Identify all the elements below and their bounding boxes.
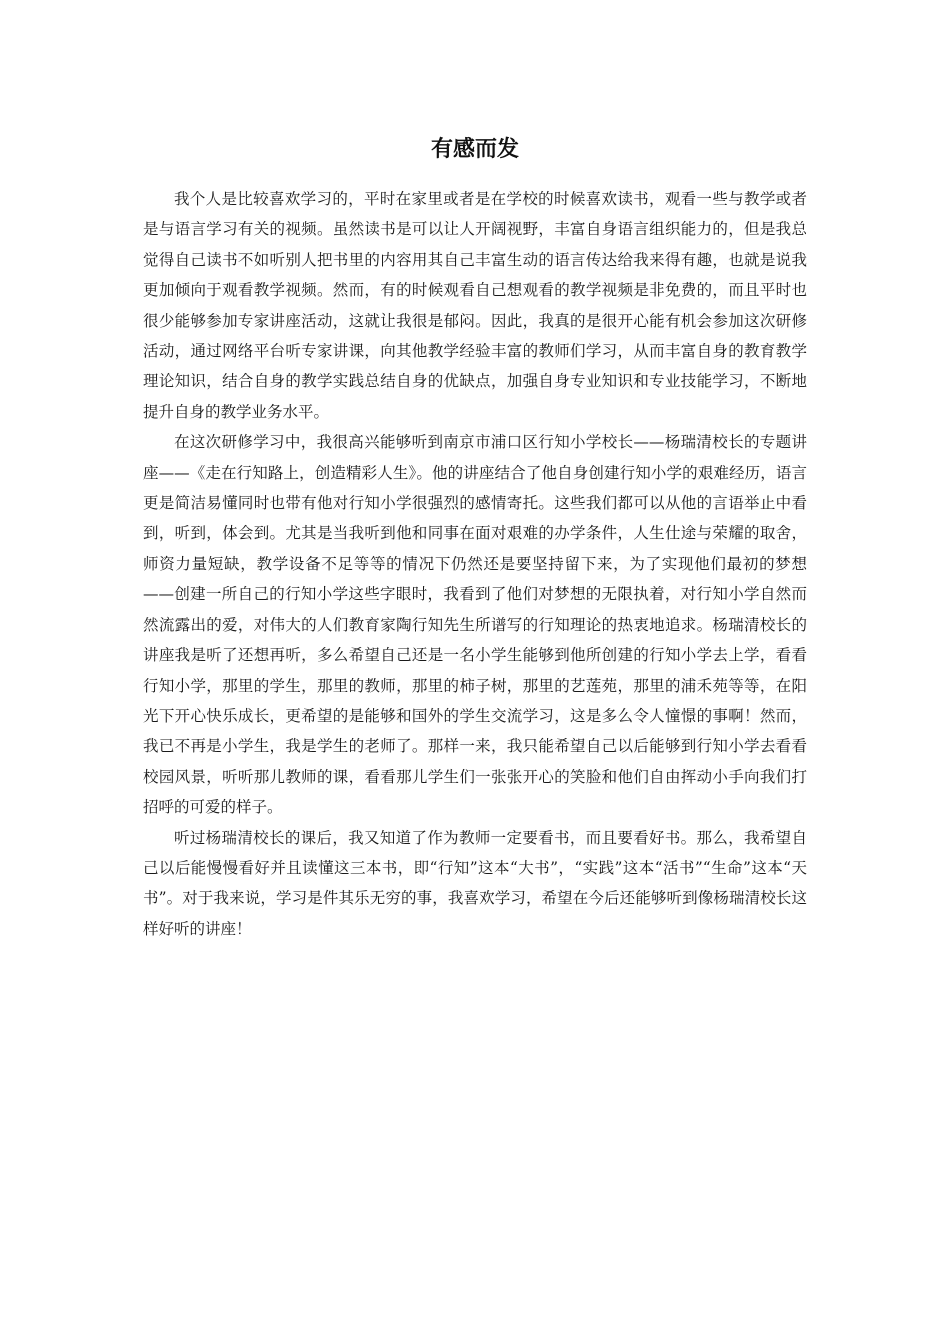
document-body (143, 126, 807, 944)
paragraph-3: 听过杨瑞清校长的课后，我又知道了作为教师一定要看书，而且要看好书。那么，我希望自己以后能慢慢看好并且读懂这三本书，即“行知”这本“大书”，“实践”这本“活书”“生命”这本“天书”。对于我来说，学习是件其乐无穷的事，我喜欢学习，希望在今后还能够听到像杨瑞清校长这样好听的讲座！ (143, 828, 807, 938)
document-title: 有感而发 (430, 137, 519, 162)
paragraph-1: 我个人是比较喜欢学习的，平时在家里或者是在学校的时候喜欢读书，观看一些与教学或者是与语言学习有关的视频。虽然读书是可以让人开阔视野，丰富自身语言组织能力的，但是我总觉得自己读书不如听别人把书里的内容用其自己丰富生动的语言传达给我来得有趣，也就是说我更加倾向于观看教学视频。然而，有的时候观看自己想观看的教学视频是非免费的，而且平时也很少能够参加专家讲座活动，这就让我很是郁闷。因此，我真的是很开心能有机会参加这次研修活动，通过网络平台听专家讲课，向其他教学经验丰富的教师们学习，从而丰富自身的教育教学理论知识，结合自身的教学实践总结自身的优缺点，加强自身专业知识和专业技能学习，不断地提升自身的教学业务水平。 (143, 190, 807, 421)
paragraph-2: 在这次研修学习中，我很高兴能够听到南京市浦口区行知小学校长——杨瑞清校长的专题讲座——《走在行知路上，创造精彩人生》。他的讲座结合了他自身创建行知小学的艰难经历，语言更是简洁易懂同时也带有他对行知小学很强烈的感情寄托。这些我们都可以从他的言语举止中看到，听到，体会到。尤其是当我听到他和同事在面对艰难的办学条件，人生仕途与荣耀的取舍，师资力量短缺，教学设备不足等等的情况下仍然还是要坚持留下来，为了实现他们最初的梦想——创建一所自己的行知小学这些字眼时，我看到了他们对梦想的无限执着，对行知小学自然而然流露出的爱，对伟大的人们教育家陶行知先生所谱写的行知理论的热衷地追求。杨瑞清校长的讲座我是听了还想再听，多么希望自己还是一名小学生能够到他所创建的行知小学去上学，看看行知小学，那里的学生，那里的教师，那里的柿子树，那里的艺莲苑，那里的浦禾苑等等，在阳光下开心快乐成长，更希望的是能够和国外的学生交流学习，这是多么令人憧憬的事啊！然而，我已不再是小学生，我是学生的老师了。那样一来，我只能希望自己以后能够到行知小学去看看校园风景，听听那儿教师的课，看看那儿学生们一张张开心的笑脸和他们自由挥动小手向我们打招呼的可爱的样子。 (143, 433, 807, 817)
